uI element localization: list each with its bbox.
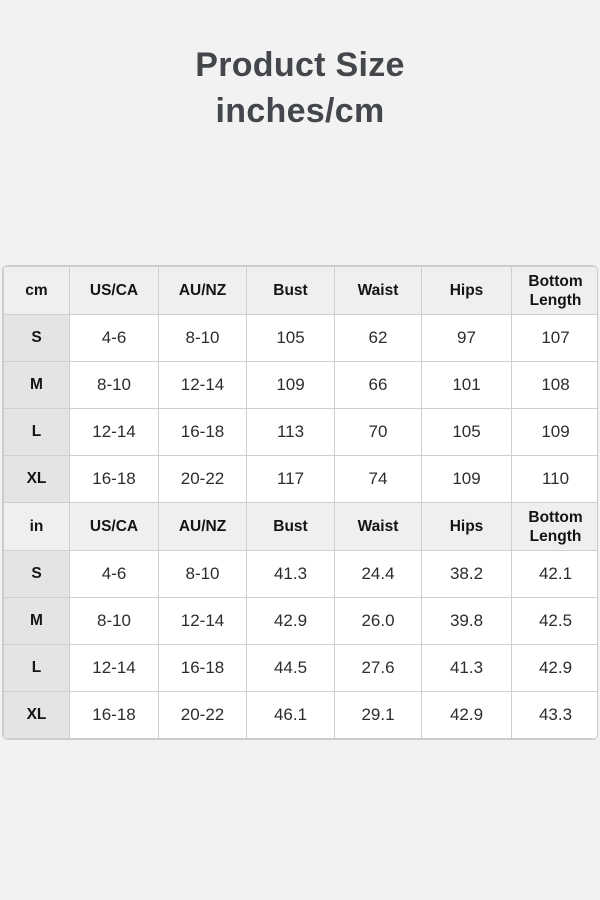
column-header-cell: Bust <box>247 267 335 315</box>
measurement-cell: 42.1 <box>512 551 599 598</box>
measurement-cell: 12-14 <box>159 598 247 645</box>
page-title <box>0 42 600 134</box>
unit-header-cell: cm <box>4 267 70 315</box>
measurement-cell: 46.1 <box>247 692 335 739</box>
measurement-cell: 16-18 <box>70 692 159 739</box>
measurement-cell: 20-22 <box>159 456 247 503</box>
size-row-S-in <box>4 551 599 598</box>
measurement-cell: 117 <box>247 456 335 503</box>
size-label-cell: L <box>4 409 70 456</box>
size-label-cell: M <box>4 598 70 645</box>
measurement-cell: 26.0 <box>335 598 422 645</box>
measurement-cell: 42.9 <box>512 645 599 692</box>
column-header-cell: Bust <box>247 503 335 551</box>
size-row-XL-cm <box>4 456 599 503</box>
measurement-cell: 105 <box>247 315 335 362</box>
column-header-cell: US/CA <box>70 267 159 315</box>
header-row-in <box>4 503 599 551</box>
measurement-cell: 42.9 <box>247 598 335 645</box>
measurement-cell: 39.8 <box>422 598 512 645</box>
measurement-cell: 4-6 <box>70 551 159 598</box>
size-chart-table-container <box>2 265 598 740</box>
measurement-cell: 105 <box>422 409 512 456</box>
measurement-cell: 70 <box>335 409 422 456</box>
measurement-cell: 8-10 <box>159 551 247 598</box>
measurement-cell: 27.6 <box>335 645 422 692</box>
header-row-cm <box>4 267 599 315</box>
size-chart-table <box>3 266 598 739</box>
measurement-cell: 12-14 <box>70 645 159 692</box>
size-label-cell: S <box>4 315 70 362</box>
column-header-cell: Bottom Length <box>512 267 599 315</box>
column-header-cell: Waist <box>335 503 422 551</box>
measurement-cell: 12-14 <box>70 409 159 456</box>
column-header-cell: AU/NZ <box>159 503 247 551</box>
page-title-line2: inches/cm <box>215 92 385 130</box>
measurement-cell: 109 <box>247 362 335 409</box>
measurement-cell: 38.2 <box>422 551 512 598</box>
size-label-cell: XL <box>4 692 70 739</box>
measurement-cell: 4-6 <box>70 315 159 362</box>
size-label-cell: L <box>4 645 70 692</box>
measurement-cell: 113 <box>247 409 335 456</box>
size-row-S-cm <box>4 315 599 362</box>
size-label-cell: M <box>4 362 70 409</box>
measurement-cell: 12-14 <box>159 362 247 409</box>
column-header-cell: Bottom Length <box>512 503 599 551</box>
measurement-cell: 66 <box>335 362 422 409</box>
measurement-cell: 109 <box>422 456 512 503</box>
measurement-cell: 29.1 <box>335 692 422 739</box>
column-header-cell: AU/NZ <box>159 267 247 315</box>
measurement-cell: 107 <box>512 315 599 362</box>
measurement-cell: 16-18 <box>70 456 159 503</box>
measurement-cell: 74 <box>335 456 422 503</box>
measurement-cell: 101 <box>422 362 512 409</box>
measurement-cell: 43.3 <box>512 692 599 739</box>
measurement-cell: 16-18 <box>159 409 247 456</box>
size-row-M-cm <box>4 362 599 409</box>
measurement-cell: 41.3 <box>247 551 335 598</box>
measurement-cell: 42.5 <box>512 598 599 645</box>
measurement-cell: 16-18 <box>159 645 247 692</box>
measurement-cell: 62 <box>335 315 422 362</box>
measurement-cell: 20-22 <box>159 692 247 739</box>
column-header-cell: Hips <box>422 267 512 315</box>
size-row-M-in <box>4 598 599 645</box>
size-row-L-cm <box>4 409 599 456</box>
unit-header-cell: in <box>4 503 70 551</box>
size-row-L-in <box>4 645 599 692</box>
page-title-line1: Product Size <box>195 46 405 84</box>
measurement-cell: 108 <box>512 362 599 409</box>
measurement-cell: 24.4 <box>335 551 422 598</box>
size-row-XL-in <box>4 692 599 739</box>
size-label-cell: XL <box>4 456 70 503</box>
measurement-cell: 8-10 <box>70 598 159 645</box>
measurement-cell: 8-10 <box>159 315 247 362</box>
measurement-cell: 97 <box>422 315 512 362</box>
size-label-cell: S <box>4 551 70 598</box>
measurement-cell: 44.5 <box>247 645 335 692</box>
measurement-cell: 110 <box>512 456 599 503</box>
column-header-cell: Hips <box>422 503 512 551</box>
column-header-cell: US/CA <box>70 503 159 551</box>
measurement-cell: 8-10 <box>70 362 159 409</box>
measurement-cell: 41.3 <box>422 645 512 692</box>
measurement-cell: 109 <box>512 409 599 456</box>
column-header-cell: Waist <box>335 267 422 315</box>
measurement-cell: 42.9 <box>422 692 512 739</box>
